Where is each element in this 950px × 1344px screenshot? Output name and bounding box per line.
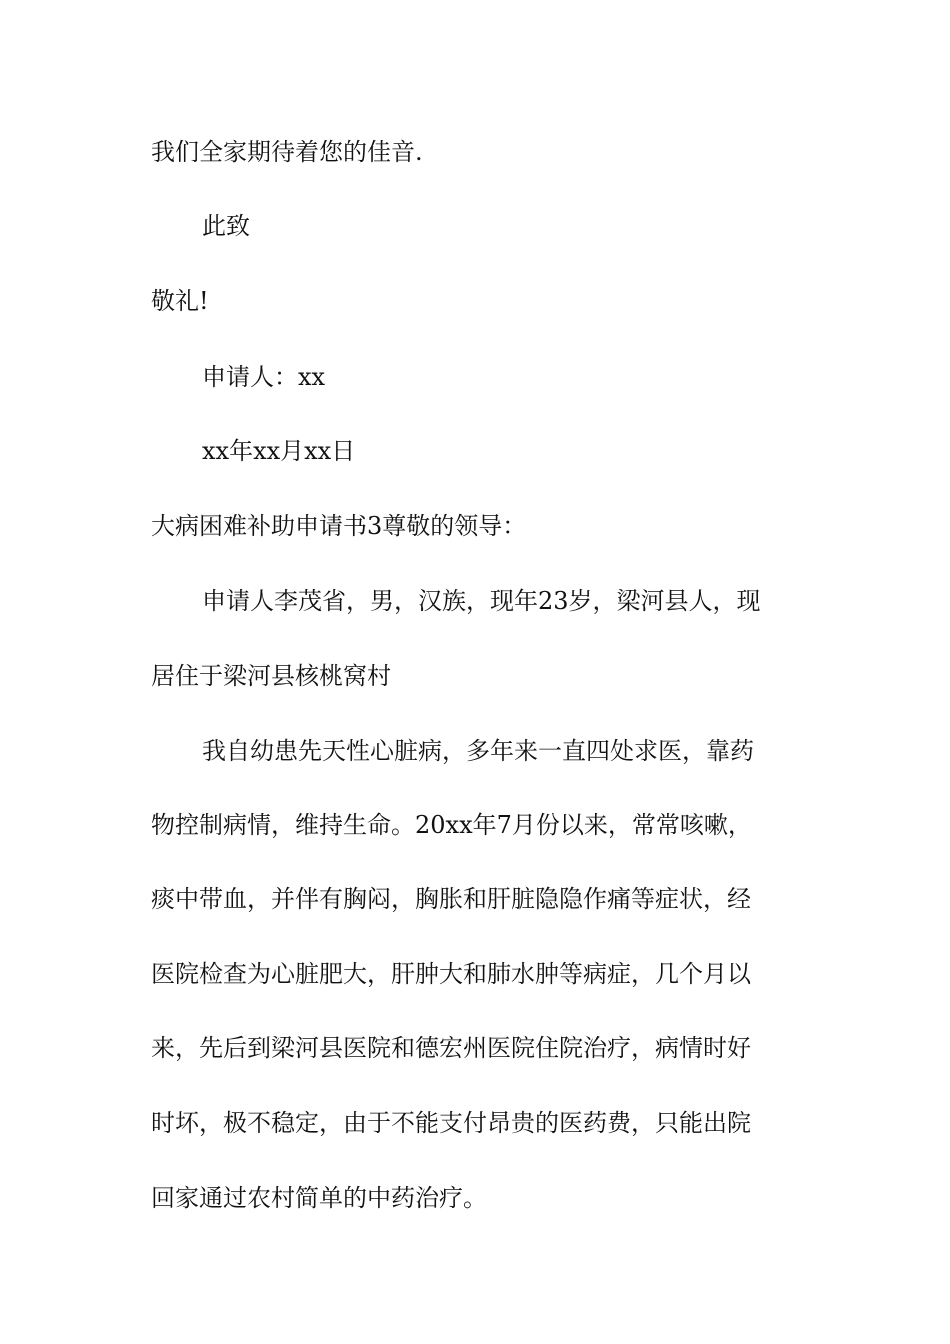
paragraph-line: 医院检查为心脏肥大，肝肿大和肺水肿等病症，几个月以: [151, 960, 751, 988]
paragraph-line: 申请人李茂省，男，汉族，现年23岁，梁河县人，现: [202, 587, 761, 615]
applicant-signature: 申请人：xx: [202, 363, 326, 391]
paragraph-line: 来，先后到梁河县医院和德宏州医院住院治疗，病情时好: [151, 1034, 751, 1062]
paragraph-line: 居住于梁河县核桃窝村: [151, 662, 391, 690]
paragraph-line: 回家通过农村简单的中药治疗。: [151, 1184, 487, 1212]
paragraph-line: 物控制病情，维持生命。20xx年7月份以来，常常咳嗽，: [151, 811, 752, 839]
closing-sentence: 我们全家期待着您的佳音.: [151, 138, 423, 166]
signature-date: xx年xx月xx日: [202, 437, 356, 465]
section-title: 大病困难补助申请书3尊敬的领导：: [151, 512, 527, 540]
salutation-cizhi: 此致: [202, 212, 250, 240]
salutation-jingli: 敬礼!: [151, 287, 209, 315]
paragraph-line: 时坏，极不稳定，由于不能支付昂贵的医药费，只能出院: [151, 1109, 751, 1137]
paragraph-line: 我自幼患先天性心脏病，多年来一直四处求医，靠药: [202, 737, 754, 765]
paragraph-line: 痰中带血，并伴有胸闷，胸胀和肝脏隐隐作痛等症状，经: [151, 885, 751, 913]
